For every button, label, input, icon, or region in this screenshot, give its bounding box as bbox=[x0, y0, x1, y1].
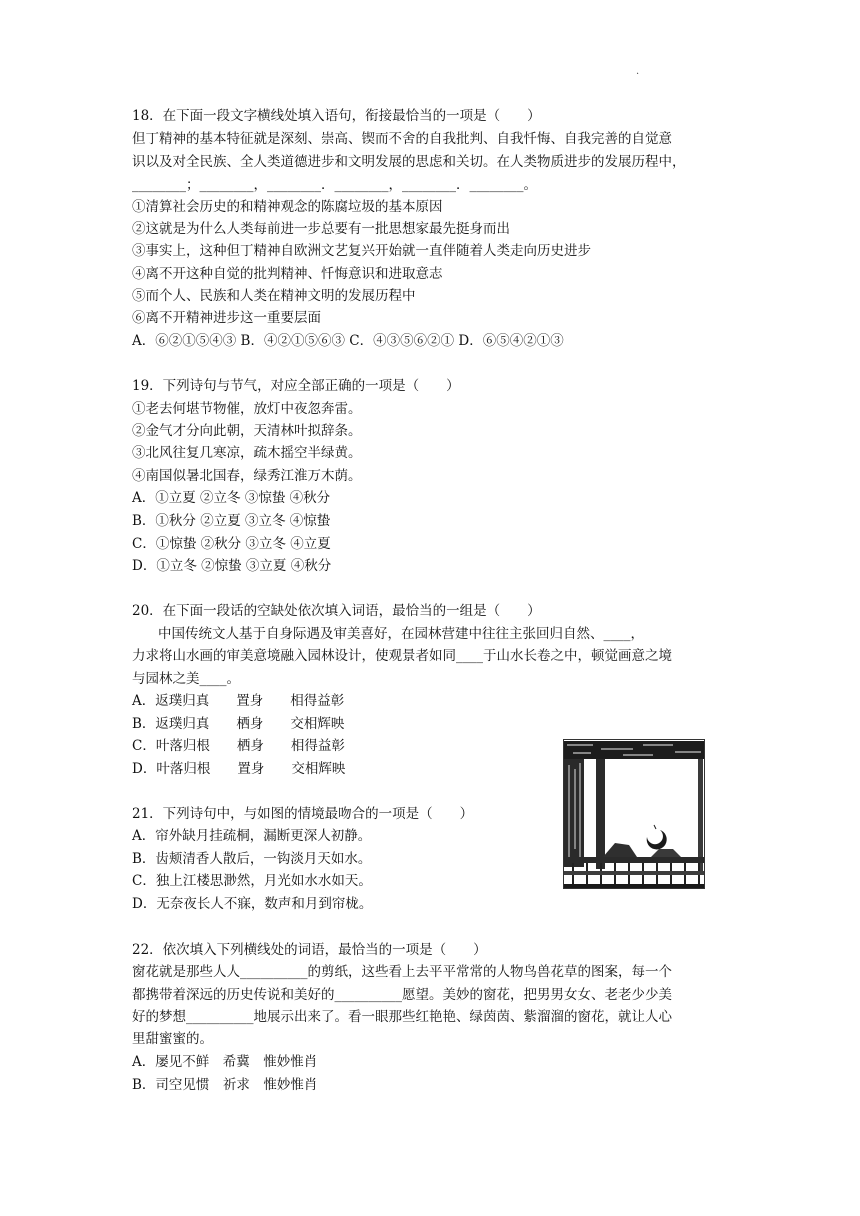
q21-illustration bbox=[563, 739, 705, 889]
q19-option-b: B．①秋分 ②立夏 ③立冬 ④惊蛰 bbox=[132, 513, 331, 529]
q20-passage-line-3: 与园林之美____。 bbox=[132, 671, 240, 687]
q18-passage-line-2: 识以及对全民族、全人类道德进步和文明发展的思虑和关切。在人类物质进步的发展历程中， bbox=[132, 154, 686, 170]
q19-option-a: A．①立夏 ②立冬 ③惊蛰 ④秋分 bbox=[132, 490, 331, 506]
moon-night-scene-image bbox=[563, 739, 705, 889]
q21-option-a: A．帘外缺月挂疏桐，漏断更深人初静。 bbox=[132, 828, 372, 844]
q22-passage-line-1: 窗花就是那些人人__________的剪纸，这些看上去平平常常的人物鸟兽花草的图案，每一个 bbox=[132, 964, 672, 980]
q19-item-4: ④南国似暑北国春，绿秀江淮万木荫。 bbox=[132, 468, 362, 484]
q18-item-5: ⑤而个人、民族和人类在精神文明的发展历程中 bbox=[132, 288, 416, 304]
q19-item-2: ②金气才分向此朝，天清林叶拟辞条。 bbox=[132, 423, 362, 439]
q18-blanks: ________；________，________．________，________．________。 bbox=[132, 177, 537, 193]
q19-title: 19．下列诗句与节气，对应全部正确的一项是（ ） bbox=[132, 378, 460, 394]
q18-item-2: ②这就是为什么人类每前进一步总要有一批思想家最先挺身而出 bbox=[132, 221, 510, 237]
q19-item-1: ①老去何堪节物催，放灯中夜忽奔雷。 bbox=[132, 401, 362, 417]
q18-item-1: ①清算社会历史的和精神观念的陈腐垃圾的基本原因 bbox=[132, 199, 443, 215]
q18-title: 18．在下面一段文字横线处填入语句，衔接最恰当的一项是（ ） bbox=[132, 108, 541, 124]
q20-title: 20．在下面一段话的空缺处依次填入词语，最恰当的一组是（ ） bbox=[132, 603, 541, 619]
q22-option-a: A．屡见不鲜 希冀 惟妙惟肖 bbox=[132, 1054, 318, 1070]
q20-passage-line-1: 中国传统文人基于自身际遇及审美喜好，在园林营建中往往主张回归自然、____， bbox=[158, 626, 644, 642]
q22-option-b: B．司空见惯 祈求 惟妙惟肖 bbox=[132, 1077, 318, 1093]
q20-option-d: D．叶落归根 置身 交相辉映 bbox=[132, 761, 346, 777]
q18-item-3: ③事实上，这种但丁精神自欧洲文艺复兴开始就一直伴随着人类走向历史进步 bbox=[132, 243, 591, 259]
q19-item-3: ③北风往复几寒凉，疏木摇空半绿黄。 bbox=[132, 445, 362, 461]
q22-passage-line-2: 都携带着深远的历史传说和美好的__________愿望。美妙的窗花，把男男女女、老老少少美 bbox=[132, 987, 672, 1003]
q20-option-a: A．返璞归真 置身 相得益彰 bbox=[132, 693, 345, 709]
q19-option-d: D．①立冬 ②惊蛰 ③立夏 ④秋分 bbox=[132, 558, 332, 574]
q21-option-b: B．齿颊清香人散后，一钩淡月天如水。 bbox=[132, 851, 372, 867]
q18-item-6: ⑥离不开精神进步这一重要层面 bbox=[132, 310, 321, 326]
q20-option-c: C．叶落归根 栖身 相得益彰 bbox=[132, 738, 345, 754]
q20-passage-line-2: 力求将山水画的审美意境融入园林设计，使观景者如同____于山水长卷之中，顿觉画意之境 bbox=[132, 648, 672, 664]
q21-option-d: D．无奈夜长人不寐，数声和月到帘栊。 bbox=[132, 896, 373, 912]
q21-option-c: C．独上江楼思渺然，月光如水水如天。 bbox=[132, 873, 372, 889]
q22-passage-line-4: 里甜蜜蜜的。 bbox=[132, 1031, 213, 1047]
top-mark: · bbox=[636, 69, 640, 80]
q22-title: 22．依次填入下列横线处的词语，最恰当的一项是（ ） bbox=[132, 942, 487, 958]
q18-item-4: ④离不开这种自觉的批判精神、忏悔意识和进取意志 bbox=[132, 266, 443, 282]
q18-passage-line-1: 但丁精神的基本特征就是深刻、崇高、锲而不舍的自我批判、自我忏悔、自我完善的自觉意 bbox=[132, 131, 672, 147]
q19-option-c: C．①惊蛰 ②秋分 ③立冬 ④立夏 bbox=[132, 536, 331, 552]
q20-option-b: B．返璞归真 栖身 交相辉映 bbox=[132, 716, 345, 732]
q21-title: 21．下列诗句中，与如图的情境最吻合的一项是（ ） bbox=[132, 806, 474, 822]
q22-passage-line-3: 好的梦想__________地展示出来了。看一眼那些红艳艳、绿茵茵、紫溜溜的窗花，就让人心 bbox=[132, 1009, 672, 1025]
q18-options: A．⑥②①⑤④③ B．④②①⑤⑥③ C．④③⑤⑥②① D．⑥⑤④②①③ bbox=[132, 333, 564, 349]
